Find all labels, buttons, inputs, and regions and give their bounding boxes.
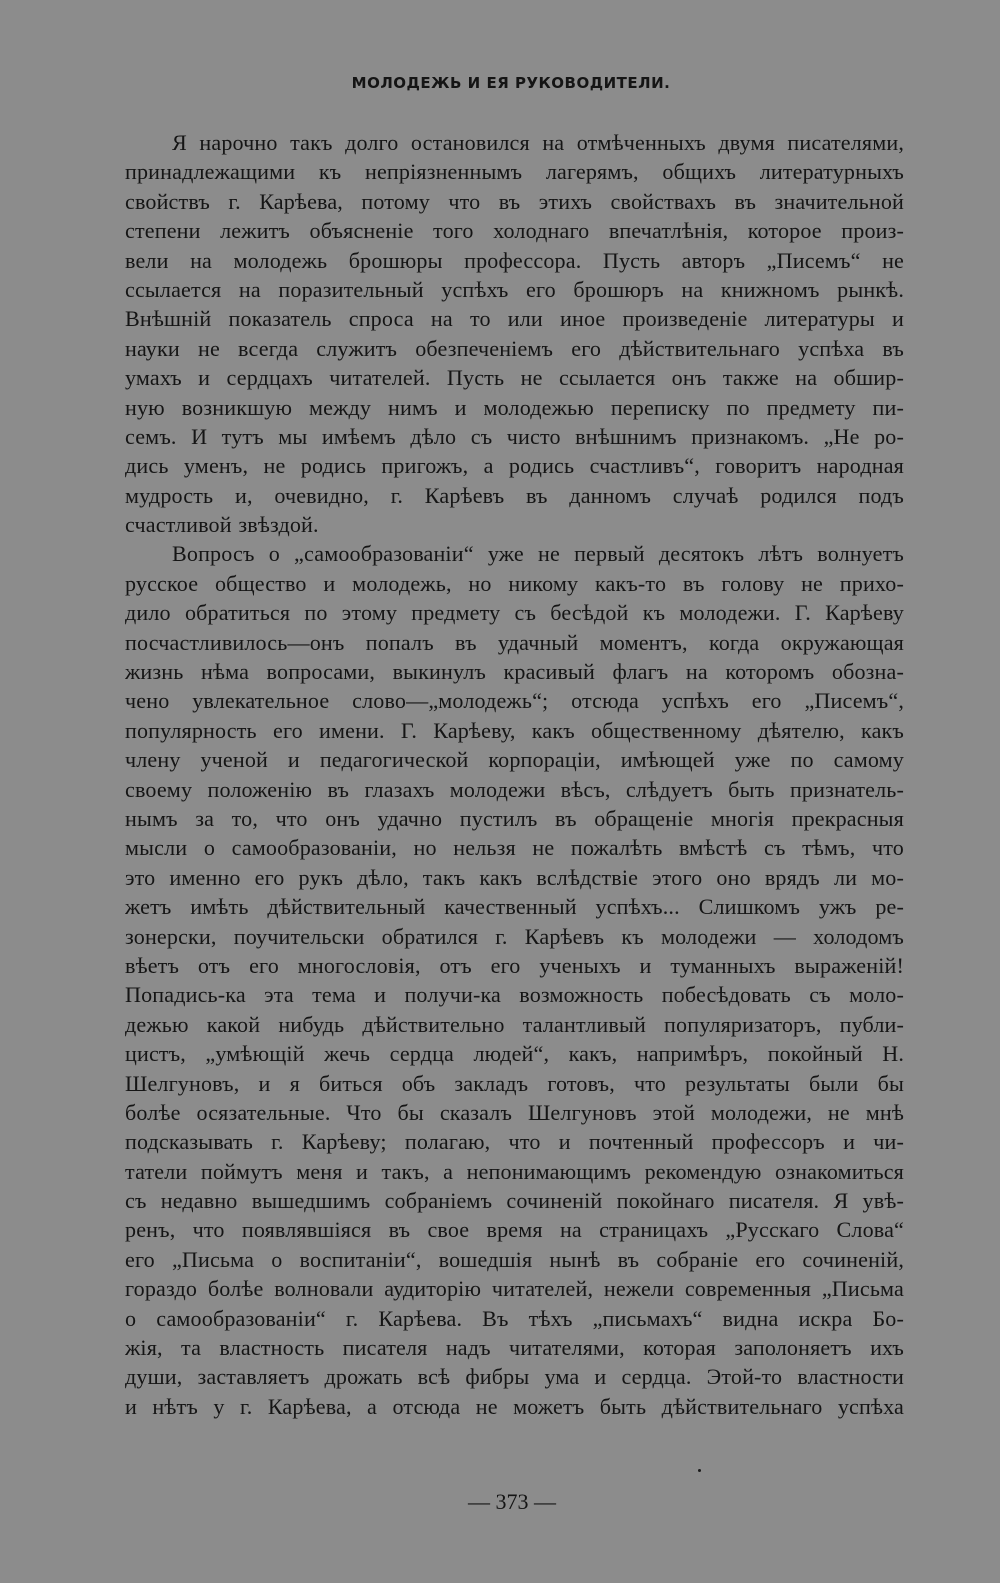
text-line: цистъ, „умѣющій жечь сердца людей“, какъ, напримѣръ, покойный Н. xyxy=(125,1041,904,1067)
text-line: ренъ, что появлявшіяся въ свое время на страницахъ „Русскаго Слова“ xyxy=(125,1217,904,1243)
text-line: степени лежитъ объясненіе того холоднаго впечатлѣнія, которое произ- xyxy=(125,218,904,244)
text-line: ссылается на поразительный успѣхъ его брошюръ на книжномъ рынкѣ. xyxy=(125,276,904,302)
text-line: зонерски, поучительски обратился г. Карѣевъ къ молодежи — холодомъ xyxy=(125,923,904,949)
text-line: науки не всегда служитъ обезпеченіемъ его дѣйствительнаго успѣха въ xyxy=(125,335,904,361)
text-line: ную возникшую между нимъ и молодежью переписку по предмету пи- xyxy=(125,394,904,420)
text-line: семъ. И тутъ мы имѣемъ дѣло съ чисто внѣшнимъ признакомъ. „Не ро- xyxy=(125,423,904,449)
text-line: съ недавно вышедшимъ собраніемъ сочиненій покойнаго писателя. Я увѣ- xyxy=(125,1188,904,1214)
text-line: жія, та властность писателя надъ читателями, которая заполоняетъ ихъ xyxy=(125,1335,904,1361)
text-line: души, заставляетъ дрожать всѣ фибры ума и сердца. Этой-то властности xyxy=(125,1364,904,1390)
text-line: умахъ и сердцахъ читателей. Пусть не ссылается онъ также на обшир- xyxy=(125,365,904,391)
text-line: Внѣшній показатель спроса на то или иное произведеніе литературы и xyxy=(125,306,904,332)
text-line: гораздо болѣе волновали аудиторію читателей, нежели современныя „Письма xyxy=(125,1276,904,1302)
text-line: Шелгуновъ, и я биться объ закладъ готовъ, что результаты были бы xyxy=(125,1070,904,1096)
text-line: жизнь нѣма вопросами, выкинулъ красивый флагъ на которомъ обозна- xyxy=(125,659,904,685)
text-line: популярность его имени. Г. Карѣеву, какъ общественному дѣятелю, какъ xyxy=(125,717,904,743)
text-line: вели на молодежь брошюры профессора. Пусть авторъ „Писемъ“ не xyxy=(125,247,904,273)
text-line: мысли о самообразованіи, но нельзя не пожалѣть вмѣстѣ съ тѣмъ, что xyxy=(125,835,904,861)
text-line: о самообразованіи“ г. Карѣева. Въ тѣхъ „письмахъ“ видна искра Бо- xyxy=(125,1305,904,1331)
text-line: нымъ за то, что онъ удачно пустилъ въ обращеніе многія прекрасныя xyxy=(125,805,904,831)
text-line: русское общество и молодежь, но никому какъ-то въ голову не прихо- xyxy=(125,570,904,596)
text-line: дило обратиться по этому предмету съ бесѣдой къ молодежи. Г. Карѣеву xyxy=(125,600,904,626)
text-line: подсказывать г. Карѣеву; полагаю, что и почтенный профессоръ и чи- xyxy=(125,1129,904,1155)
page-number: — 373 — xyxy=(468,1489,556,1514)
text-line: его „Письма о воспитаніи“, вошедшія нынѣ въ собраніе его сочиненій, xyxy=(125,1246,904,1272)
text-line: дежью какой нибудь дѣйствительно талантливый популяризаторъ, публи- xyxy=(125,1011,904,1037)
running-head: МОЛОДЕЖЬ И ЕЯ РУКОВОДИТЕЛИ. xyxy=(351,74,671,92)
text-line: посчастливилось—онъ попалъ въ удачный моментъ, когда окружающая xyxy=(125,629,904,655)
text-line: Я нарочно такъ долго остановился на отмѣченныхъ двумя писателями, xyxy=(172,130,904,155)
text-line: принадлежащими къ непріязненнымъ лагерямъ, общихъ литературныхъ xyxy=(125,159,904,185)
body-text xyxy=(125,128,904,1421)
text-line: дись уменъ, не родись пригожъ, а родись счастливъ“, говоритъ народная xyxy=(125,453,904,479)
text-line: мудрость и, очевидно, г. Карѣевъ въ данномъ случаѣ родился подъ xyxy=(125,482,904,508)
text-line: счастливой звѣздой. xyxy=(125,512,319,538)
ink-speck xyxy=(698,1469,701,1472)
text-line: чено увлекательное слово—„молодежь“; отсюда успѣхъ его „Писемъ“, xyxy=(125,688,904,714)
text-line: члену ученой и педагогической корпораціи, имѣющей уже по самому xyxy=(125,747,904,773)
text-line: своему положенію въ глазахъ молодежи вѣсъ, слѣдуетъ быть признатель- xyxy=(125,776,904,802)
text-line: жетъ имѣть дѣйствительный качественный успѣхъ... Слишкомъ ужъ ре- xyxy=(125,894,904,920)
text-line: вѣетъ отъ его многословія, отъ его ученыхъ и туманныхъ выраженій! xyxy=(125,952,904,978)
text-line: Попадись-ка эта тема и получи-ка возможность побесѣдовать съ моло- xyxy=(125,982,904,1008)
text-line: свойствъ г. Карѣева, потому что въ этихъ свойствахъ въ значительной xyxy=(125,188,904,214)
text-line: это именно его рукъ дѣло, такъ какъ вслѣдствіе этого оно врядъ ли мо- xyxy=(125,864,904,890)
text-line: и нѣтъ у г. Карѣева, а отсюда не можетъ быть дѣйствительнаго успѣха xyxy=(125,1393,904,1419)
text-line: Вопросъ о „самообразованіи“ уже не первый десятокъ лѣтъ волнуетъ xyxy=(172,541,904,567)
text-line: татели поймутъ меня и такъ, а непонимающимъ рекомендую ознакомиться xyxy=(125,1158,904,1184)
text-line: болѣе осязательные. Что бы сказалъ Шелгуновъ этой молодежи, не мнѣ xyxy=(125,1099,904,1125)
